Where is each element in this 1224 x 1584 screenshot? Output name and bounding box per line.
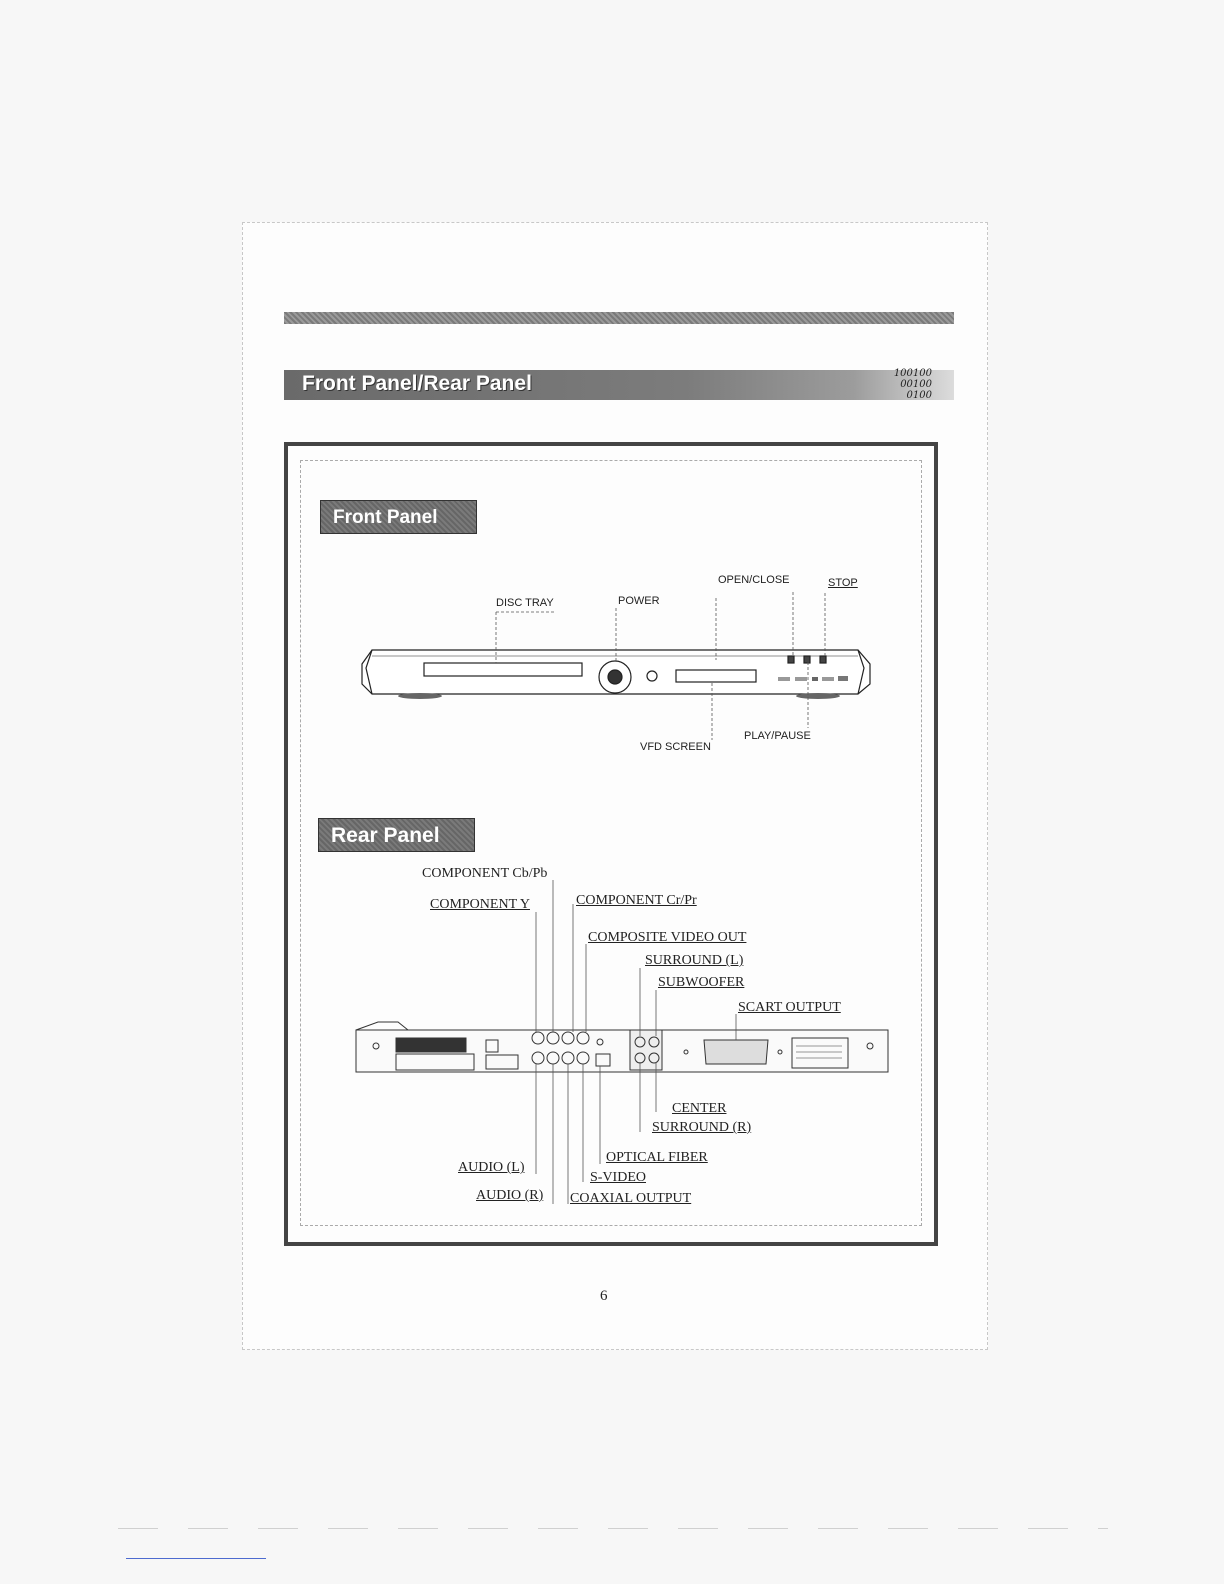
label-component-cb-pb: COMPONENT Cb/Pb [422, 866, 548, 881]
label-power: POWER [618, 595, 660, 607]
power-button-icon [608, 670, 622, 684]
stop-button [820, 656, 826, 663]
label-audio-r: AUDIO (R) [476, 1188, 544, 1203]
label-scart-output: SCART OUTPUT [738, 1000, 841, 1015]
label-composite-video-out: COMPOSITE VIDEO OUT [588, 930, 747, 945]
section-title: Front Panel/Rear Panel [302, 372, 532, 395]
label-play-pause: PLAY/PAUSE [744, 730, 811, 742]
play-pause-button [804, 656, 810, 663]
front-panel-heading: Front Panel [320, 500, 477, 534]
rear-panel-heading: Rear Panel [318, 818, 475, 852]
binary-line: 0100 [906, 390, 932, 401]
label-coaxial-output: COAXIAL OUTPUT [570, 1191, 692, 1206]
label-audio-l: AUDIO (L) [458, 1160, 525, 1175]
label-component-y: COMPONENT Y [430, 897, 530, 912]
label-open-close: OPEN/CLOSE [718, 574, 790, 586]
page-number: 6 [600, 1288, 608, 1304]
label-disc-tray: DISC TRAY [496, 597, 554, 609]
label-optical-fiber: OPTICAL FIBER [606, 1150, 708, 1165]
rear-panel-device [356, 1022, 888, 1072]
label-surround-l: SURROUND (L) [645, 953, 744, 968]
label-center: CENTER [672, 1101, 727, 1116]
scart-connector [704, 1040, 768, 1064]
open-close-button [788, 656, 794, 663]
label-vfd-screen: VFD SCREEN [640, 741, 711, 753]
binary-line: 100100 [893, 368, 932, 379]
binary-line: 00100 [900, 379, 932, 390]
scan-artifact-blue-line [126, 1558, 266, 1559]
label-surround-r: SURROUND (R) [652, 1120, 752, 1135]
label-s-video: S-VIDEO [590, 1170, 646, 1185]
scan-artifact-line [118, 1528, 1108, 1529]
label-component-cr-pr: COMPONENT Cr/Pr [576, 893, 697, 908]
label-subwoofer: SUBWOOFER [658, 975, 745, 990]
front-panel-device [362, 650, 870, 699]
label-stop: STOP [828, 577, 858, 589]
